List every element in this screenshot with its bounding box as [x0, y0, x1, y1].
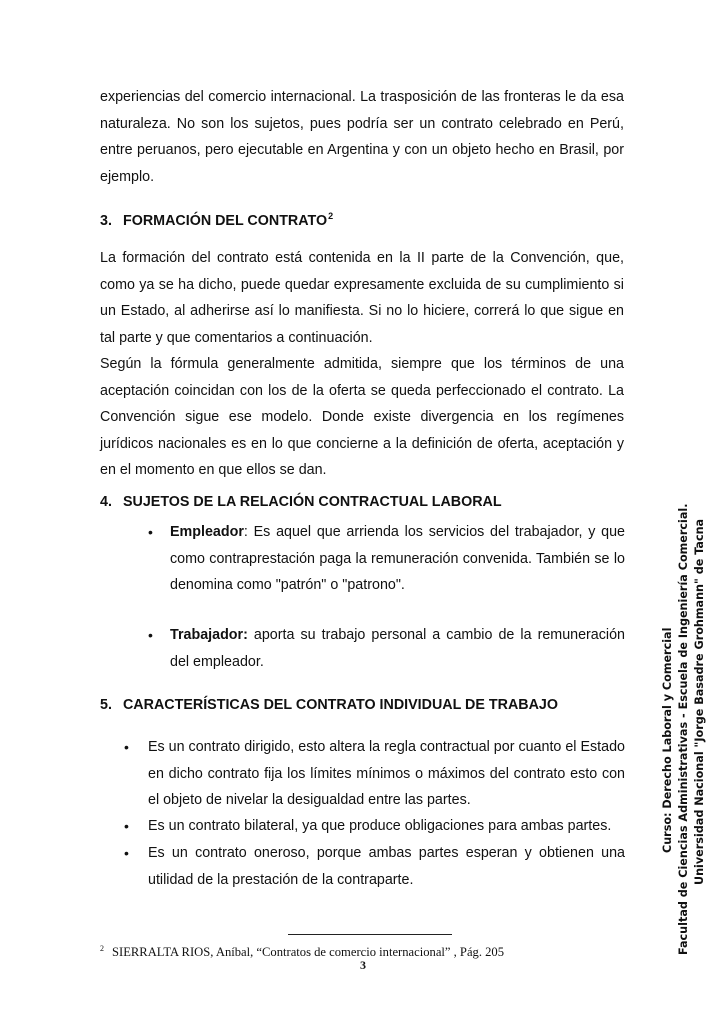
- footnote-divider: [288, 934, 452, 935]
- bullet-icon: •: [124, 739, 129, 755]
- footnote-text: SIERRALTA RIOS, Aníbal, “Contratos de comercio internacional” , Pág. 205: [112, 945, 505, 959]
- section-3-paragraph-1: La formación del contrato está contenida en la II parte de la Convención, que, como ya se ha dicho, puede quedar expresamente excluida de su cumplimiento si un Estado, al adherirse así lo manifiesta. Si no lo hiciere, correrá lo que sigue en tal parte y que comentarios a continuación.: [100, 250, 624, 346]
- term-trabajador: Trabajador:: [170, 627, 248, 643]
- page-number: 3: [360, 958, 366, 972]
- footnote: [100, 944, 504, 960]
- bullet-icon: •: [124, 845, 129, 861]
- list-item-dirigido: Es un contrato dirigido, esto altera la regla contractual por cuanto el Estado en dicho contrato fija los límites mínimos o máximos del contrato esto con el objeto de nivelar la desigualdad entre las partes.: [148, 739, 625, 809]
- list-item-bilateral: Es un contrato bilateral, ya que produce obligaciones para ambas partes.: [148, 818, 612, 834]
- sidebar-university: Universidad Nacional "Jorge Basadre Grohmann" de Tacna: [693, 518, 706, 885]
- bullet-icon: •: [148, 627, 153, 643]
- list-item-empleador: Empleador: Es aquel que arrienda los servicios del trabajador, y que como contraprestación paga la remuneración convenida. También se lo denomina como "patrón" o "patrono".: [170, 524, 625, 594]
- sidebar-course: Curso: Derecho Laboral y Comercial: [661, 627, 674, 853]
- term-empleador: Empleador: [170, 524, 244, 540]
- footnote-marker: 2: [100, 944, 104, 953]
- list-item-trabajador: Trabajador: aporta su trabajo personal a cambio de la remuneración del empleador.: [170, 627, 625, 670]
- list-item-oneroso: Es un contrato oneroso, porque ambas partes esperan y obtienen una utilidad de la prestación de la contraparte.: [148, 845, 625, 888]
- intro-paragraph: experiencias del comercio internacional. La trasposición de las fronteras le da esa naturaleza. No son los sujetos, pues podría ser un contrato celebrado en Perú, entre peruanos, pero ejecutable en Argentina y con un objeto hecho en Brasil, por ejemplo.: [100, 89, 624, 185]
- section-4-heading: 4. SUJETOS DE LA RELACIÓN CONTRACTUAL LABORAL: [100, 494, 502, 510]
- bullet-icon: •: [124, 818, 129, 834]
- section-5-heading: 5. CARACTERÍSTICAS DEL CONTRATO INDIVIDUAL DE TRABAJO: [100, 697, 558, 713]
- section-3-paragraph-2: Según la fórmula generalmente admitida, siempre que los términos de una aceptación coincidan con los de la oferta se queda perfeccionado el contrato. La Convención sigue ese modelo. Donde existe divergencia en los regímenes jurídicos nacionales es en lo que concierne a la definición de oferta, aceptación y en el momento en que ellos se dan.: [100, 356, 624, 479]
- bullet-icon: •: [148, 524, 153, 540]
- sidebar-faculty: Facultad de Ciencias Administrativas - Escuela de Ingeniería Comercial.: [677, 503, 690, 955]
- footnote-ref-2[interactable]: 2: [328, 211, 334, 221]
- section-3-heading: 3. FORMACIÓN DEL CONTRATO$^2$: [100, 211, 334, 229]
